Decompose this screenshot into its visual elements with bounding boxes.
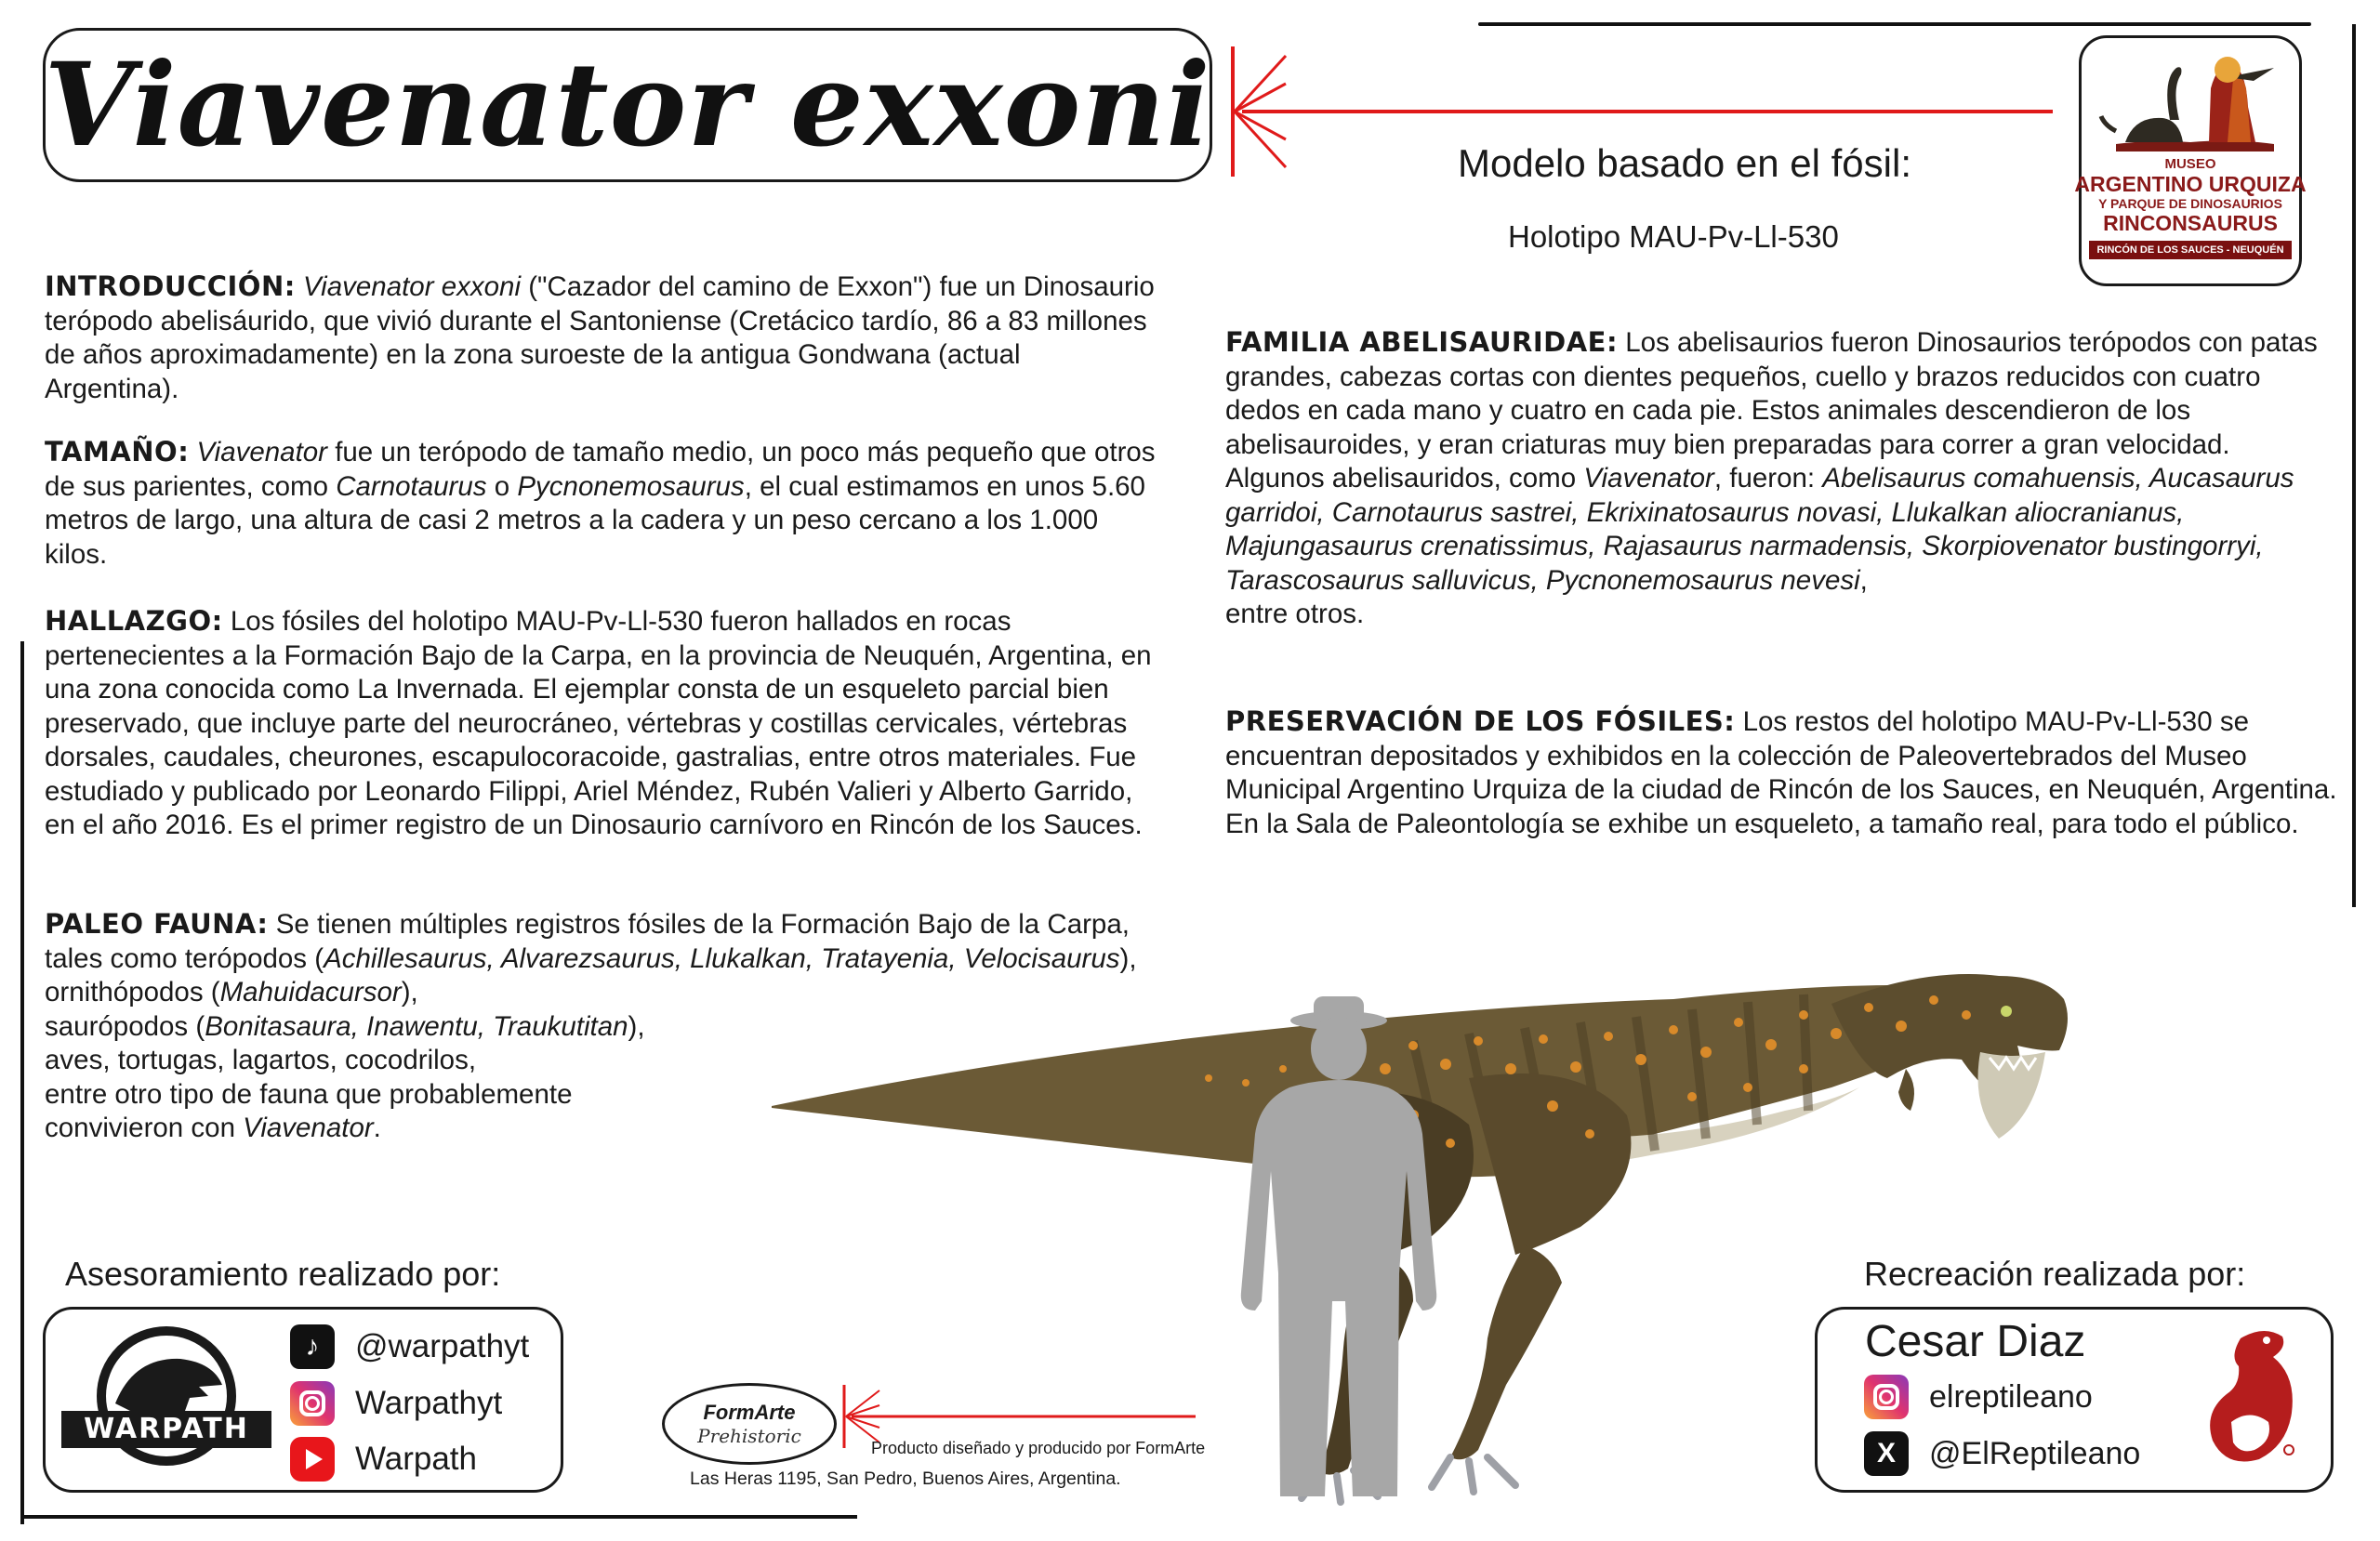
family-viavenator: Viavenator: [1583, 463, 1714, 494]
museum-logo-line2: ARGENTINO URQUIZA: [2074, 172, 2307, 196]
x-icon: X: [1864, 1431, 1909, 1476]
museum-logo-line3: Y PARQUE DE DINOSAURIOS: [2098, 196, 2282, 211]
fauna-text-9: .: [373, 1113, 381, 1143]
family-text-4: ,: [1859, 564, 1868, 596]
youtube-icon: [290, 1437, 335, 1482]
museum-emblem-icon: [2097, 51, 2283, 153]
formarte-logo: [662, 1383, 837, 1465]
recreation-heading: Recreación realizada por:: [1864, 1255, 2246, 1293]
size-text-3: , el cual estimamos en unos 5.60 metros de largo, una altura de casi 2 metros a la cadera y un peso cercano a los 1.000 kilos.: [45, 470, 1145, 570]
finding-text: Los fósiles del holotipo MAU-Pv-Ll-530 fueron hallados en rocas pertenecientes a la Formación Bajo de la Carpa, en la provincia de Neuquén, Argentina, en una zona conocida como La Invernada. El ejemplar consta de un esqueleto parcial bien preservado, que incluye parte del neurocráneo, vértebras y costillas cervicales, vértebras dorsales, caudales, cheurones, escapulocoracoide, gastralias, entre otros materiales. Fue estudiado y publicado por Leonardo Filippi, Ariel Méndez, Rubén Valieri y Alberto Garrido, en el año 2016. Es el primer registro de un Dinosaurio carnívoro en Rincón de los Sauces.: [45, 606, 1152, 840]
fauna-text-7: entre otro tipo de fauna que probablemente: [45, 1078, 573, 1110]
advisory-tiktok-handle[interactable]: @warpathyt: [355, 1328, 530, 1364]
museum-logo: [2074, 35, 2307, 286]
recreation-name: Cesar Diaz: [1865, 1317, 2086, 1366]
recreation-x-handle[interactable]: @ElReptileano: [1929, 1435, 2141, 1471]
family-text-1: Los abelisaurios fueron Dinosaurios terópodos con patas grandes, cabezas cortas con dientes pequeños, cuello y brazos reducidos con cuatro dedos en cada mano y cuatro en cada pie. Estos animales descendieron de los abelisauroides, y eran criaturas muy bien preparadas para correr a gran velocidad.: [1225, 327, 2318, 460]
family-label: FAMILIA ABELISAURIDAE:: [1225, 326, 1619, 358]
section-preservation: [1225, 705, 2341, 841]
frame-left-line: [20, 641, 24, 1524]
advisory-instagram-row[interactable]: [290, 1381, 502, 1426]
preservation-text-1: Los restos del holotipo MAU-Pv-Ll-530 se encuentran depositados y exhibidos en la colección de Paleovertebrados del Museo Municipal Argentino Urquiza de la ciudad de Rincón de los Sauces, en Neuquén, Argentina.: [1225, 706, 2337, 805]
formarte-credit: Producto diseñado y producido por FormArte: [871, 1439, 1206, 1457]
warpath-logo: [60, 1320, 273, 1478]
intro-label: INTRODUCCIÓN:: [45, 270, 296, 302]
title-box: [43, 28, 1212, 182]
family-text-3: , fueron:: [1713, 463, 1823, 494]
species-title: Viavenator exxoni: [44, 37, 1211, 173]
size-genus: Viavenator: [196, 437, 327, 468]
advisory-tiktok-row[interactable]: [290, 1324, 529, 1369]
warpath-emblem-icon: [60, 1320, 273, 1478]
fauna-sauropods: Bonitasaura, Inawentu, Traukutitan: [205, 1010, 628, 1042]
tiktok-icon: ♪: [290, 1324, 335, 1369]
model-heading: Modelo basado en el fósil:: [1458, 141, 1911, 185]
advisory-youtube-row[interactable]: [290, 1437, 477, 1482]
advisory-instagram-handle[interactable]: Warpathyt: [355, 1385, 503, 1421]
formarte-address: Las Heras 1195, San Pedro, Buenos Aires, Argentina.: [690, 1469, 1121, 1489]
fauna-ornithopods: Mahuidacursor: [219, 977, 402, 1008]
family-text-2: Algunos abelisauridos, como: [1225, 463, 1584, 494]
fauna-text-3: ),: [401, 977, 418, 1008]
fauna-text-2: ), ornithópodos (: [45, 942, 1137, 1008]
fauna-label: PALEO FAUNA:: [45, 908, 269, 940]
fauna-text-6: aves, tortugas, lagartos, cocodrilos,: [45, 1045, 477, 1075]
section-intro: [45, 270, 1160, 406]
fauna-text-8: convivieron con: [45, 1113, 244, 1143]
size-label: TAMAÑO:: [45, 436, 190, 468]
family-text-5: entre otros.: [1225, 599, 1365, 629]
instagram-icon: [1864, 1375, 1909, 1419]
family-species-list: Abelisaurus comahuensis, Aucasaurus garridoi, Carnotaurus sastrei, Ekrixinatosaurus novasi, Llukalkan aliocranianus, Majungasaurus crenatissimus, Rajasaurus narmadensis, Skorpiovenator bustingorryi, Tarascosaurus salluvicus, Pycnonemosaurus nevesi: [1225, 463, 2294, 596]
warpath-logo-text: WARPATH: [61, 1411, 271, 1448]
frame-bottom-left-line: [20, 1515, 857, 1519]
preservation-text-2: En la Sala de Paleontología se exhibe un esqueleto, a tamaño real, para todo el público.: [1225, 808, 2299, 839]
elreptileano-logo-icon: [2175, 1320, 2315, 1487]
model-specimen: Holotipo MAU-Pv-Ll-530: [1508, 219, 1839, 254]
museum-logo-line1: MUSEO: [2164, 156, 2216, 172]
preservation-label: PRESERVACIÓN DE LOS FÓSILES:: [1225, 705, 1736, 737]
intro-text: ("Cazador del camino de Exxon") fue un Dinosaurio terópodo abelisáurido, que vivió durante el Santoniense (Cretácico tardío, 86 a 83 millones de años aproximadamente) en la zona suroeste de la antigua Gondwana (actual Argentina).: [45, 271, 1155, 404]
instagram-icon: [290, 1381, 335, 1426]
museum-logo-line4: RINCONSAURUS: [2103, 211, 2278, 235]
fauna-text-5: ),: [628, 1010, 645, 1042]
size-genus-3: Pycnonemosaurus: [517, 470, 745, 502]
museum-logo-line5: RINCÓN DE LOS SAUCES - NEUQUÉN: [2089, 241, 2291, 259]
formarte-logo-line1: FormArte: [703, 1401, 796, 1424]
fauna-theropods: Achillesaurus, Alvarezsaurus, Llukalkan, Tratayenia, Velocisaurus: [324, 942, 1120, 974]
frame-right-line: [2352, 24, 2356, 907]
human-scale-silhouette: [1232, 994, 1446, 1501]
section-size: [45, 435, 1160, 572]
section-finding: [45, 604, 1160, 843]
fauna-viavenator: Viavenator: [243, 1113, 374, 1143]
intro-species: Viavenator exxoni: [303, 271, 522, 302]
recreation-x-row[interactable]: [1864, 1431, 2140, 1476]
size-text-1: fue un terópodo de tamaño medio, un poco más pequeño que otros de sus parientes, como: [45, 437, 1156, 502]
size-genus-2: Carnotaurus: [336, 470, 487, 502]
section-family: [1225, 325, 2341, 632]
advisory-heading: Asesoramiento realizado por:: [65, 1255, 501, 1293]
fauna-text-1: Se tienen múltiples registros fósiles de la Formación Bajo de la Carpa, tales como terópodos (: [45, 909, 1130, 974]
frame-top-right-line: [1478, 22, 2311, 26]
recreation-instagram-row[interactable]: [1864, 1375, 2093, 1419]
recreation-instagram-handle[interactable]: elreptileano: [1929, 1378, 2093, 1415]
formarte-logo-line2: Prehistoric: [697, 1425, 801, 1447]
size-text-2: o: [486, 470, 518, 502]
finding-label: HALLAZGO:: [45, 605, 223, 637]
advisory-youtube-handle[interactable]: Warpath: [355, 1441, 477, 1477]
fauna-text-4: saurópodos (: [45, 1010, 205, 1042]
